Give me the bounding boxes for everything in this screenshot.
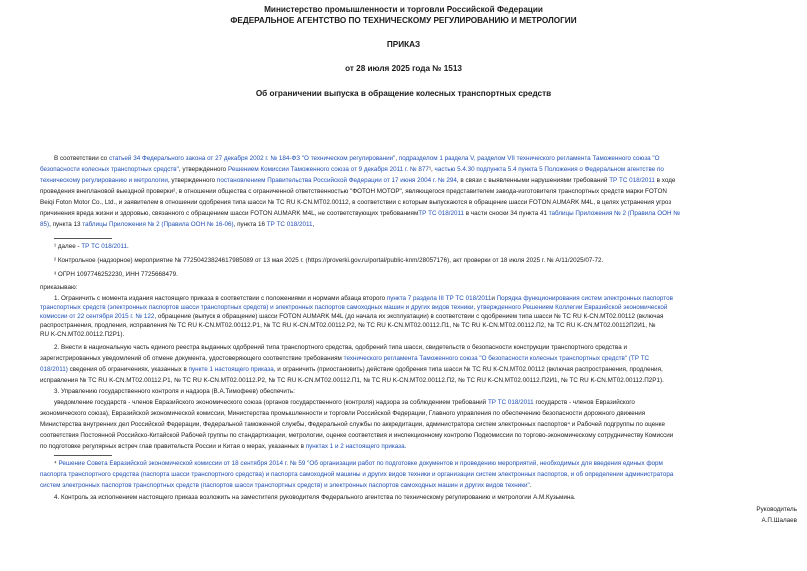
tr-ts-link[interactable]: ТР ТС 018/2011 — [609, 177, 655, 184]
footnote-4-line — [40, 482, 799, 490]
tech-regulation-link[interactable]: технического регламента Таможенного союза "О безопасности колесных транспортных средств" (ТР ТС — [343, 355, 650, 362]
tech-regulation-link[interactable]: 018/2011) — [40, 366, 68, 373]
preamble-line — [40, 166, 799, 174]
council-decision-59-link[interactable]: Решение Совета Евразийской экономической комиссии от 18 сентября 2014 г. № 59 "Об организации работ по подготовке документов и проведению мероприятий, необходимых для введения единых форм — [58, 460, 663, 467]
footnote-3: ³ ОГРН 1097746252230, ИНН 7725668479. — [54, 271, 178, 278]
item-3-line: соответствия Постоянной Российско-Китайской Рабочей группы по стандартизации, метрологии, оценке соответствия и инспекционному контролю Подкомиссии по торгово-экономическому сотрудничеству Комиссии — [40, 432, 674, 439]
preamble-line — [40, 177, 799, 185]
decree-294-link[interactable]: постановлением Правительства Российской Федерации от 17 июня 2004 г. № 294 — [216, 177, 457, 184]
preamble-text: причинения вреда жизни и здоровью, связанного с обращением шасси FOTON AUMARK M4L, не соответствующих требованиям — [40, 210, 419, 217]
tr-ts-link[interactable]: ТР ТС 018/2011 — [418, 210, 465, 217]
preamble-text: , утвержденного — [178, 166, 228, 173]
footnote-divider — [54, 238, 112, 239]
un-rule-85-link[interactable]: таблицы Приложения № 2 (Правила ООН № — [548, 210, 681, 217]
un-rule-85-link[interactable]: 85) — [40, 221, 50, 228]
ministry-name: Министерство промышленности и торговли Российской Федерации — [264, 5, 543, 14]
footnote-text: ⁴ — [54, 460, 59, 467]
preamble-line: проведения внеплановой выездной проверки², в отношении общества с ограниченной ответственностью "ФОТОН МОТОР", являющегося представителем завода-изготовителя транспортных средств марки FOTON — [40, 188, 667, 195]
tr-ts-link[interactable]: ТР ТС 018/2011 — [266, 221, 313, 228]
e-passport-procedure-link[interactable]: транспортных средств (электронных паспортов шасси транспортных средств) и электронных паспортов самоходных машин и других видов техники, утвержденного Решением Коллегии Евразийской экономической — [40, 304, 668, 311]
footnote-1 — [54, 243, 799, 251]
preamble-line — [40, 221, 799, 229]
preamble-text: , — [312, 221, 315, 228]
agency-name: ФЕДЕРАЛЬНОЕ АГЕНТСТВО ПО ТЕХНИЧЕСКОМУ РЕГУЛИРОВАНИЮ И МЕТРОЛОГИИ — [230, 16, 577, 25]
item-4-line: 4. Контроль за исполнением настоящего приказа возложить на заместителя руководителя Федерального агентства по техническому регулированию и метрологии А.М.Кузьмина. — [54, 494, 576, 501]
preamble-text: в части сноски 34 пункта 41 — [464, 210, 549, 217]
preamble-line — [54, 155, 799, 163]
order-intro: приказываю: — [40, 284, 78, 291]
tr-ts-link[interactable]: ТР ТС 018/2011 — [81, 243, 128, 250]
item-2-line: 2. Внести в национальную часть единого реестра выданных одобрений типа транспортного средства, одобрений типа шасси, свидетельств о безопасности конструкции транспортного средства и — [54, 344, 627, 351]
un-rule-16-link[interactable]: таблицы Приложения № 2 (Правила ООН № 16-06) — [82, 221, 234, 228]
regulation-clause-link[interactable]: частью 5.4.30 подпункта 5.4 пункта 5 Положения о Федеральном агентстве по — [434, 166, 664, 173]
item-text: и — [491, 295, 497, 302]
item-text: по подготовке регулярных встреч глав правительств России и Китая о мерах, указанных в — [40, 443, 306, 450]
preamble-text: , в связи с выявленными нарушениями требований — [456, 177, 610, 184]
item-1-line — [40, 313, 799, 321]
signature-title: Руководитель — [756, 506, 797, 513]
order-heading: ПРИКАЗ — [386, 40, 421, 49]
item-3-line: Министерства внутренних дел Российской Федерации, Федеральной таможенной службы, Федеральной службы по аккредитации, администратора систем электронных паспортов⁴ и Рабочей подгруппы по оценке — [40, 421, 665, 428]
item-text: государств - членов Евразийского — [533, 399, 635, 406]
footnote-text: . — [127, 243, 129, 250]
tr-ts-link[interactable]: ТР ТС 018/2011 — [487, 399, 534, 406]
item-text: уведомление государств - членов Евразийского экономического союза (органов государственного (контроля) надзора за соблюдением требований — [54, 399, 488, 406]
footnote-text: ¹ далее - — [54, 243, 82, 250]
item-text: сведения об ограничениях, указанных в — [67, 366, 189, 373]
document-title: Об ограничении выпуска в обращение колесных транспортных средств — [255, 89, 552, 98]
tr-ts-clause-link[interactable]: пункта 7 раздела III ТР ТС 018/2011 — [386, 295, 492, 302]
item-3-line — [40, 443, 799, 451]
item-1-line — [54, 295, 799, 303]
item-2-line: исправления № ТС RU K-CN.MT02.00112.P1, № ТС RU K-CN.MT02.00112.P2, № ТС RU K-CN.MT02.00112.П1, № ТС RU K-CN.MT02.00112.П2, № ТС RU K-CN.MT02.00112.П2И1, № ТС RU K-CN.MT02.00112.П2P1). — [40, 377, 664, 384]
item-text: , обращение (выпуск в обращение) шасси FOTON AUMARK M4L (до начала их эксплуатации) в соответствии с одобрением типа шасси № ТС RU К-CN.MT02.00112 (включая — [154, 313, 664, 320]
preamble-text: , пункта 16 — [233, 221, 267, 228]
footnote-divider — [54, 455, 112, 456]
item-text: . — [404, 443, 407, 450]
item-1-line: RU K-CN.MT02.00112.П2P1). — [40, 331, 125, 338]
order-date-number: от 28 июля 2025 года № 1513 — [345, 64, 462, 73]
footnote-2: ² Контрольное (надзорное) мероприятие № 77250423824617985089 от 13 мая 2025 г. (https://proverki.gov.ru/portal/public-knm/28057176), акт проверки от 18 июля 2025 г. № А/11/2025/07-72. — [54, 257, 604, 264]
agency-regulation-link[interactable]: техническому регулированию и метрологии — [40, 177, 168, 184]
preamble-text: в ходе — [654, 177, 676, 184]
items-1-2-ref-link[interactable]: пунктах 1 и 2 настоящего приказа — [305, 443, 405, 450]
preamble-text: ¹, — [428, 166, 435, 173]
preamble-line: Beiqi Foton Motor Co., Ltd., и заявителем в отношении одобрения типа шасси № ТС RU К-CN.MT02.00112, в соответствии с которым выпускаются в обращение шасси FOTON AUMARK M4L, в целях устранения угроз — [40, 199, 672, 206]
preamble-line — [40, 210, 799, 218]
item-text: , и ограничить (приостановить) действие одобрения типа шасси № ТС RU К-CN.MT02.00112 (включая распространения, продления, — [273, 366, 663, 373]
regulation-title-link[interactable]: безопасности колесных транспортных средств" — [40, 166, 179, 173]
item-3-line: экономического союза), Евразийской экономической комиссии, Министерства промышленности и торговли Российской Федерации, Главного управления по обеспечению безопасности дорожного движения — [40, 410, 646, 417]
item-3-line — [54, 399, 799, 407]
preamble-text: В соответствии со — [54, 155, 109, 162]
commission-122-link[interactable]: комиссии от 22 сентября 2015 г. № 122 — [40, 313, 155, 320]
footnote-text: . — [529, 482, 532, 489]
item-text: зарегистрированных уведомлений об отмене документа, удостоверяющего соответствие требованиям — [40, 355, 344, 362]
council-decision-59-link[interactable]: систем электронных паспортов транспортных средств (паспортов шасси транспортных средств) и электронных паспортов самоходных машин и других видов техники" — [40, 482, 530, 489]
item-text: 1. Ограничить с момента издания настоящего приказа в соответствии с положениями и нормами абзаца второго — [54, 295, 387, 302]
signature-name: А.П.Шалаев — [761, 517, 797, 524]
decision-877-link[interactable]: Решением Комиссии Таможенного союза от 9 декабря 2011 г. № 877 — [227, 166, 429, 173]
preamble-text: , утвержденного — [167, 177, 217, 184]
council-decision-59-link[interactable]: паспорта транспортного средства (паспорта шасси транспортного средства) и паспорта самоходной машины и других видов техники и организации систем электронных паспортов, и об определении администратора — [40, 471, 674, 478]
e-passport-procedure-link[interactable]: Порядка функционирования систем электронных паспортов — [496, 295, 673, 302]
item-1-line: распространения, продления, исправления № ТС RU K-CN.MT02.00112.P1, № ТС RU K-CN.MT02.00112.P2, № ТС RU K-CN.MT02.00112.П1, № ТС RU K-CN.MT02.00112.П2, № ТС RU K-CN.MT02.00112П2И1, № — [40, 322, 656, 329]
item-2-line — [40, 355, 799, 363]
item-1-ref-link[interactable]: пункте 1 настоящего приказа — [188, 366, 274, 373]
item-3-line: 3. Управлению государственного контроля и надзора (В.А.Тимофеев) обеспечить: — [54, 388, 295, 395]
preamble-text: , пункта 13 — [49, 221, 83, 228]
item-2-line — [40, 366, 799, 374]
footnote-4 — [54, 460, 799, 468]
law-184-link[interactable]: статьей 34 Федерального закона от 27 декабря 2002 г. № 184-ФЗ "О техническом регулировании", подразделом 1 раздела V, разделом VII технического регламента Таможенного союза "О — [108, 155, 660, 162]
